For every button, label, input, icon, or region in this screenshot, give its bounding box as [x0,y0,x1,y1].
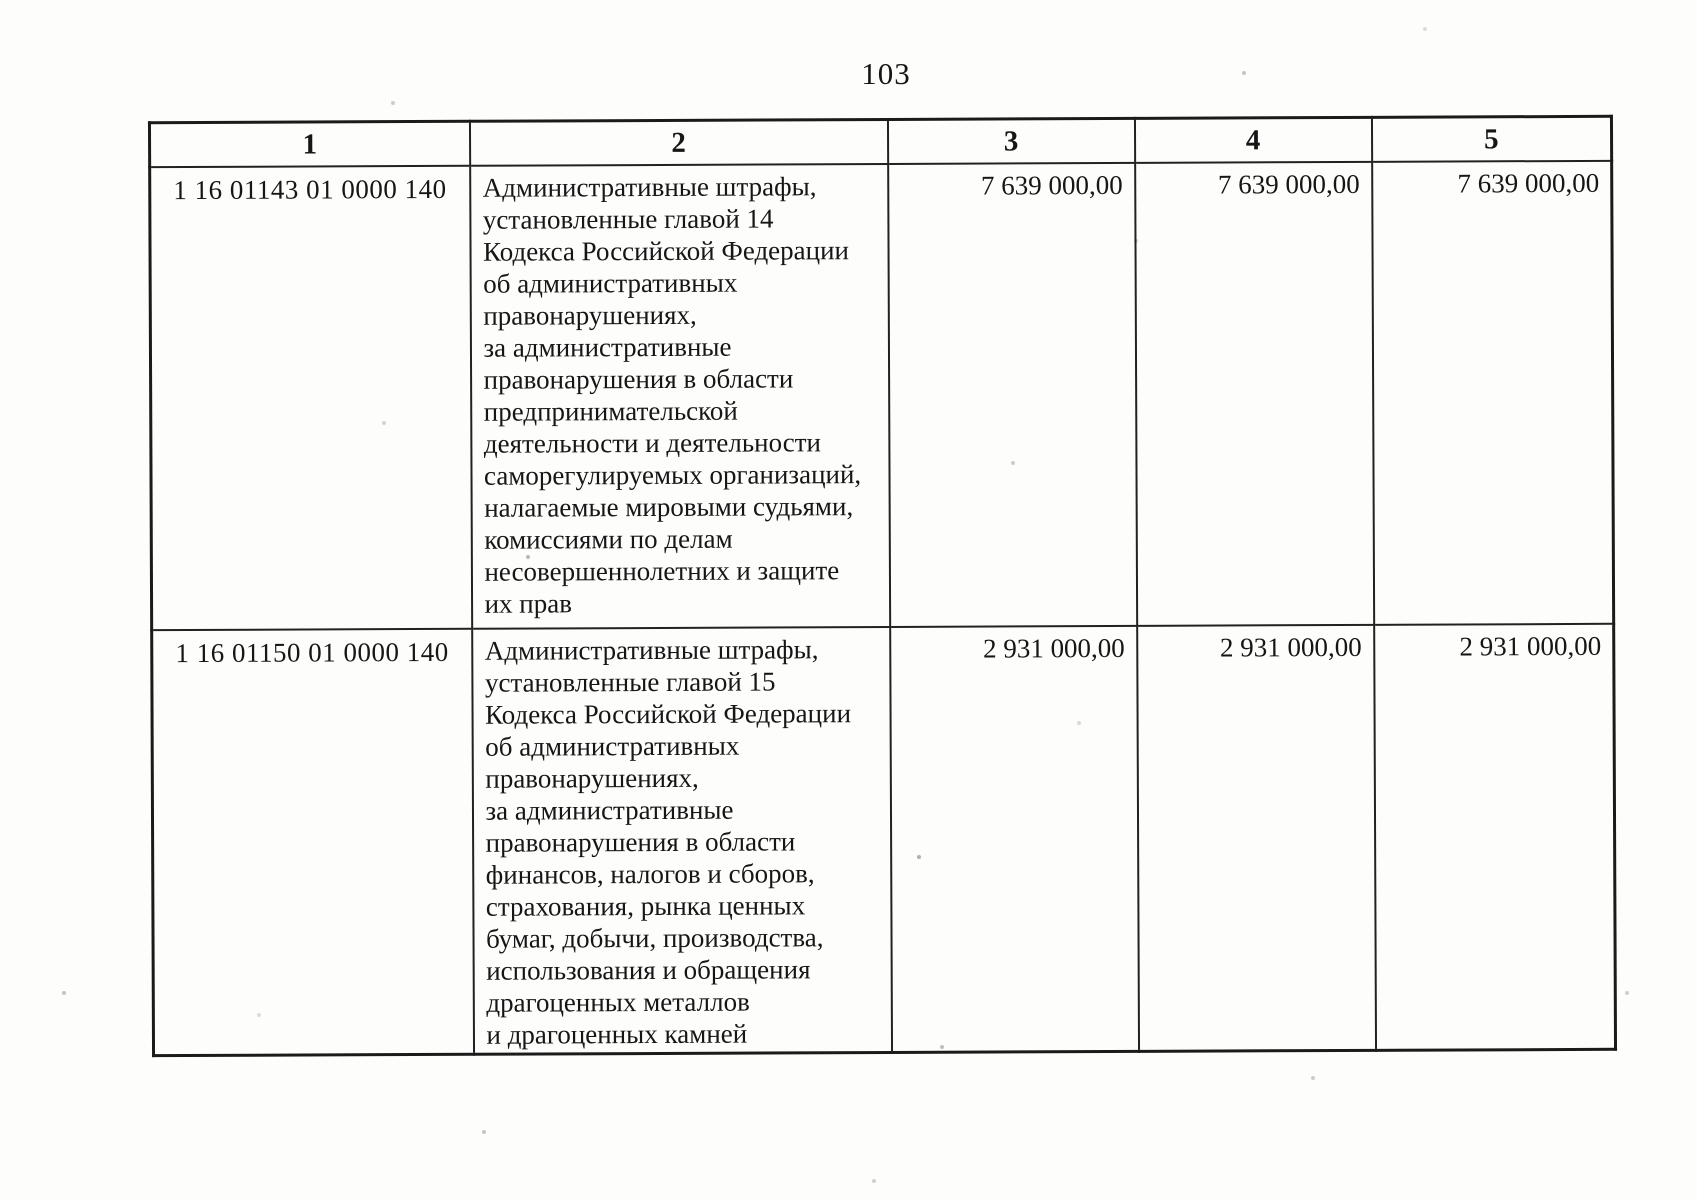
amount-cell-col5: 7 639 000,00 [1372,161,1614,625]
amount-cell-col3: 2 931 000,00 [890,626,1139,1053]
budget-table [148,115,1617,1057]
column-header-2: 2 [469,119,887,165]
document-sheet [148,115,1614,1057]
scan-noise [0,0,2,2]
table-row [150,161,1614,630]
table-header-row [149,116,1611,167]
column-header-5: 5 [1371,116,1611,162]
amount-cell-col4: 2 931 000,00 [1137,625,1376,1052]
column-header-3: 3 [887,118,1134,164]
page-number: 103 [861,56,911,91]
description-cell: Административные штрафы, установленные главой 14 Кодекса Российской Федерации об административных правонарушениях, за административные правонарушения в области предпринимательской деятельности и деятельности саморегулируемых организаций, налагаемые мировыми судьями, комиссиями по делам несовершеннолетних и защите их прав [470,164,890,629]
amount-cell-col3: 7 639 000,00 [888,163,1137,627]
amount-cell-col4: 7 639 000,00 [1135,162,1374,626]
kbk-code-cell: 1 16 01143 01 0000 140 [150,166,472,630]
description-cell: Административные штрафы, установленные главой 15 Кодекса Российской Федерации об административных правонарушениях, за административные правонарушения в области финансов, налогов и сборов, страхования, рынка ценных бумаг, добычи, производства, использования и обращения драгоценных металлов и драгоценных камней [472,627,892,1054]
amount-cell-col5: 2 931 000,00 [1374,624,1616,1051]
column-header-4: 4 [1134,117,1371,163]
column-header-1: 1 [149,121,469,167]
kbk-code-cell: 1 16 01150 01 0000 140 [152,629,474,1056]
table-row [152,624,1616,1056]
